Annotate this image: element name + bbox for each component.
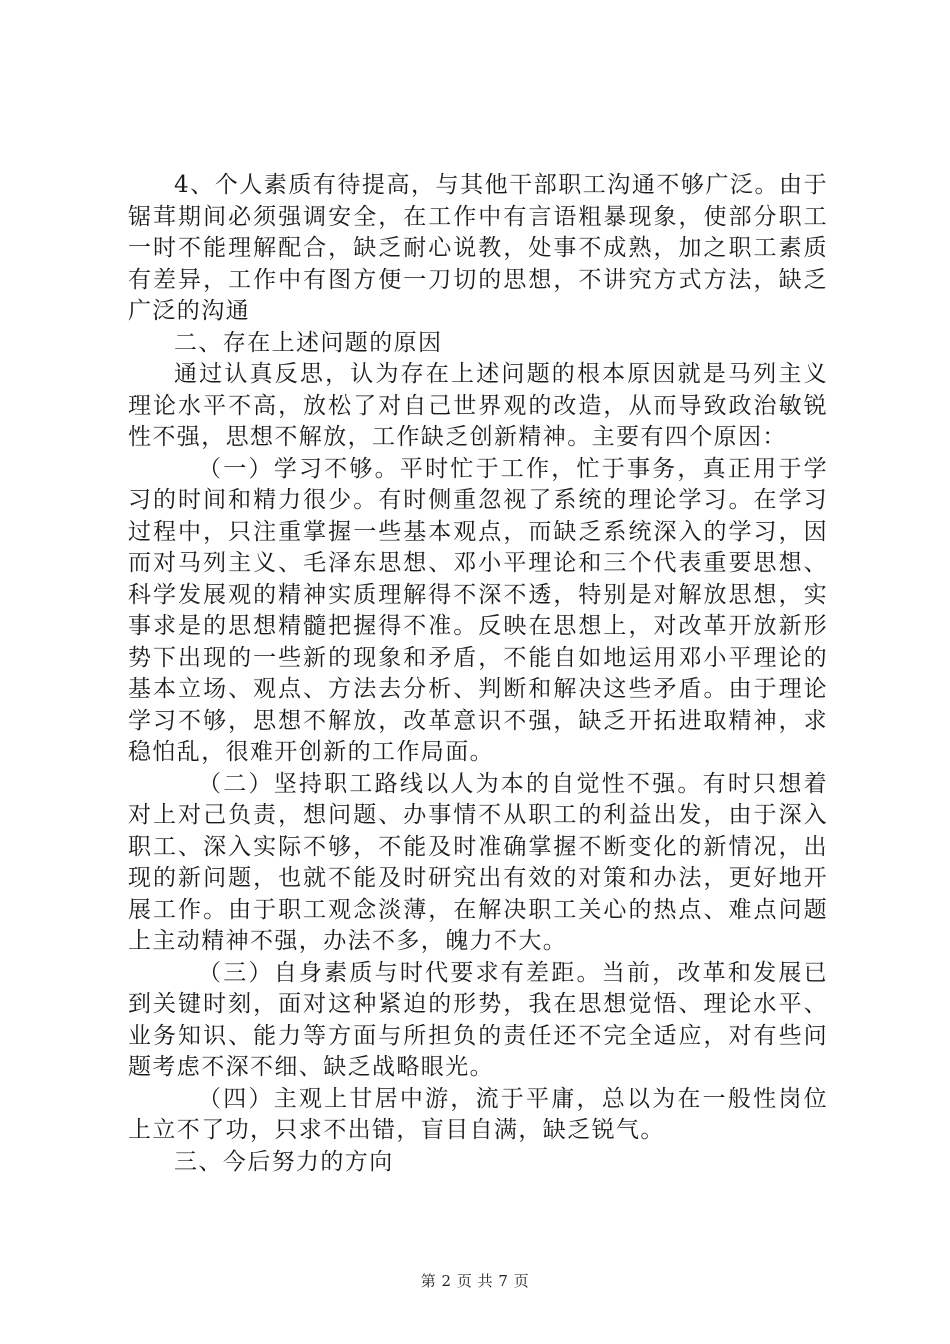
document-body bbox=[128, 170, 828, 1178]
section-heading-causes: 二、存在上述问题的原因 bbox=[174, 329, 443, 356]
page-footer: 第 2 页 共 7 页 bbox=[420, 1272, 530, 1290]
paragraph-cause-4: （四）主观上甘居中游，流于平庸，总以为在一般性岗位上立不了功，只求不出错，盲目自满，缺乏锐气。 bbox=[128, 1085, 828, 1143]
section-heading-direction: 三、今后努力的方向 bbox=[174, 1148, 394, 1175]
paragraph-cause-3: （三）自身素质与时代要求有差距。当前，改革和发展已到关键时刻，面对这种紧迫的形势，我在思想觉悟、理论水平、业务知识、能力等方面与所担负的责任还不完全适应，对有些问题考虑不深不细、缺乏战略眼光。 bbox=[128, 959, 828, 1080]
paragraph-cause-2: （二）坚持职工路线以人为本的自觉性不强。有时只想着对上对己负责，想问题、办事情不从职工的利益出发，由于深入职工、深入实际不够，不能及时准确掌握不断变化的新情况，出现的新问题，也就不能及时研究出有效的对策和办法，更好地开展工作。由于职工观念淡薄，在解决职工关心的热点、难点问题上主动精神不强，办法不多，魄力不大。 bbox=[128, 770, 828, 954]
paragraph-item-4: 4、个人素质有待提高，与其他干部职工沟通不够广泛。由于锯茸期间必须强调安全，在工作中有言语粗暴现象，使部分职工一时不能理解配合，缺乏耐心说教，处事不成熟，加之职工素质有差异，工作中有图方便一刀切的思想，不讲究方式方法，缺乏广泛的沟通 bbox=[128, 172, 828, 324]
paragraph-causes-intro: 通过认真反思，认为存在上述问题的根本原因就是马列主义理论水平不高，放松了对自己世界观的改造，从而导致政治敏锐性不强，思想不解放，工作缺乏创新精神。主要有四个原因： bbox=[128, 361, 828, 450]
paragraph-cause-1: （一）学习不够。平时忙于工作，忙于事务，真正用于学习的时间和精力很少。有时侧重忽视了系统的理论学习。在学习过程中，只注重掌握一些基本观点，而缺乏系统深入的学习，因而对马列主义、毛泽东思想、邓小平理论和三个代表重要思想、科学发展观的精神实质理解得不深不透，特别是对解放思想，实事求是的思想精髓把握得不准。反映在思想上，对改革开放新形势下出现的一些新的现象和矛盾，不能自如地运用邓小平理论的基本立场、观点、方法去分析、判断和解决这些矛盾。由于理论学习不够，思想不解放，改革意识不强，缺乏开拓进取精神，求稳怕乱，很难开创新的工作局面。 bbox=[128, 455, 828, 765]
